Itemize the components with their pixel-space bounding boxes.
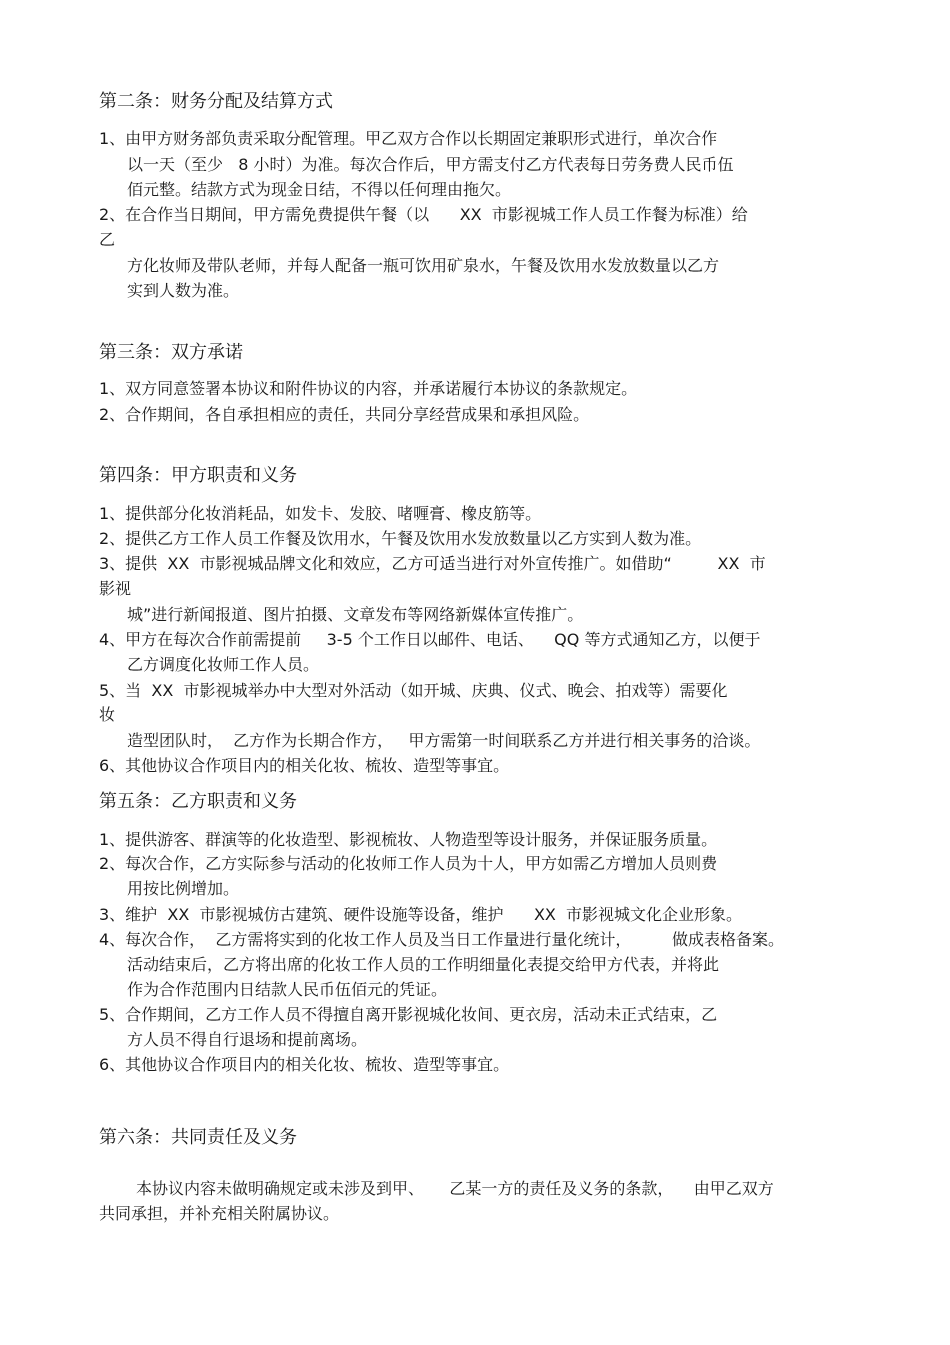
paragraph-line: 影视: [99, 579, 132, 598]
paragraph-line: 5、合作期间，乙方工作人员不得擅自离开影视城化妆间、更衣房，活动未正式结束，乙: [99, 1005, 718, 1024]
paragraph-line: 4、甲方在每次合作前需提前 3-5 个工作日以邮件、电话、 QQ 等方式通知乙方，以便于: [99, 630, 761, 649]
paragraph-line: 1、双方同意签署本协议和附件协议的内容，并承诺履行本协议的条款规定。: [99, 379, 638, 398]
paragraph-line: 6、其他协议合作项目内的相关化妆、梳妆、造型等事宜。: [99, 1055, 510, 1074]
paragraph-line: 2、提供乙方工作人员工作餐及饮用水，午餐及饮用水发放数量以乙方实到人数为准。: [99, 529, 702, 548]
paragraph-line: 造型团队时， 乙方作为长期合作方， 甲方需第一时间联系乙方并进行相关事务的洽谈。: [127, 731, 761, 750]
paragraph-line: 方人员不得自行退场和提前离场。: [127, 1030, 368, 1049]
paragraph-line: 1、提供游客、群演等的化妆造型、影视梳妆、人物造型等设计服务，并保证服务质量。: [99, 830, 718, 849]
paragraph-line: 1、由甲方财务部负责采取分配管理。甲乙双方合作以长期固定兼职形式进行，单次合作: [99, 129, 718, 148]
paragraph-line: 以一天（至少 8 小时）为准。每次合作后，甲方需支付乙方代表每日劳务费人民币伍: [127, 155, 734, 174]
paragraph-line: 实到人数为准。: [127, 281, 240, 300]
paragraph-line: 4、每次合作， 乙方需将实到的化妆工作人员及当日工作量进行量化统计， 做成表格备案。: [99, 930, 785, 949]
paragraph-line: 作为合作范围内日结款人民币伍佰元的凭证。: [127, 980, 448, 999]
paragraph-line: 6、其他协议合作项目内的相关化妆、梳妆、造型等事宜。: [99, 756, 510, 775]
section-heading-5: 第五条：乙方职责和义务: [99, 791, 297, 812]
section-heading-6: 第六条：共同责任及义务: [99, 1127, 297, 1148]
paragraph-line: 方化妆师及带队老师，并每人配备一瓶可饮用矿泉水，午餐及饮用水发放数量以乙方: [127, 256, 720, 275]
section-heading-4: 第四条：甲方职责和义务: [99, 465, 297, 486]
paragraph-line: 3、维护 XX 市影视城仿古建筑、硬件设施等设备，维护 XX 市影视城文化企业形象。: [99, 905, 743, 924]
paragraph-line: 3、提供 XX 市影视城品牌文化和效应，乙方可适当进行对外宣传推广。如借助“ XX 市: [99, 554, 766, 573]
paragraph-line: 2、每次合作，乙方实际参与活动的化妆师工作人员为十人，甲方如需乙方增加人员则费: [99, 854, 718, 873]
section-heading-3: 第三条：双方承诺: [99, 342, 243, 363]
paragraph-line: 城”进行新闻报道、图片拍摄、文章发布等网络新媒体宣传推广。: [127, 605, 584, 624]
paragraph-line: 乙方调度化妆师工作人员。: [127, 655, 320, 674]
paragraph-line: 乙: [99, 230, 116, 249]
paragraph-line: 5、当 XX 市影视城举办中大型对外活动（如开城、庆典、仪式、晚会、拍戏等）需要化: [99, 681, 728, 700]
paragraph-line: 用按比例增加。: [127, 879, 240, 898]
paragraph-line: 妆: [99, 705, 116, 724]
paragraph-line: 本协议内容未做明确规定或未涉及到甲、 乙某一方的责任及义务的条款， 由甲乙双方: [136, 1179, 774, 1198]
paragraph-line: 共同承担，并补充相关附属协议。: [99, 1204, 340, 1223]
section-heading-2: 第二条：财务分配及结算方式: [99, 91, 333, 112]
paragraph-line: 2、在合作当日期间，甲方需免费提供午餐（以 XX 市影视城工作人员工作餐为标准）给: [99, 205, 748, 224]
paragraph-line: 活动结束后，乙方将出席的化妆工作人员的工作明细量化表提交给甲方代表，并将此: [127, 955, 720, 974]
paragraph-line: 1、提供部分化妆消耗品，如发卡、发胶、啫喱膏、橡皮筋等。: [99, 504, 542, 523]
paragraph-line: 2、合作期间，各自承担相应的责任，共同分享经营成果和承担风险。: [99, 405, 590, 424]
paragraph-line: 佰元整。结款方式为现金日结，不得以任何理由拖欠。: [127, 180, 512, 199]
